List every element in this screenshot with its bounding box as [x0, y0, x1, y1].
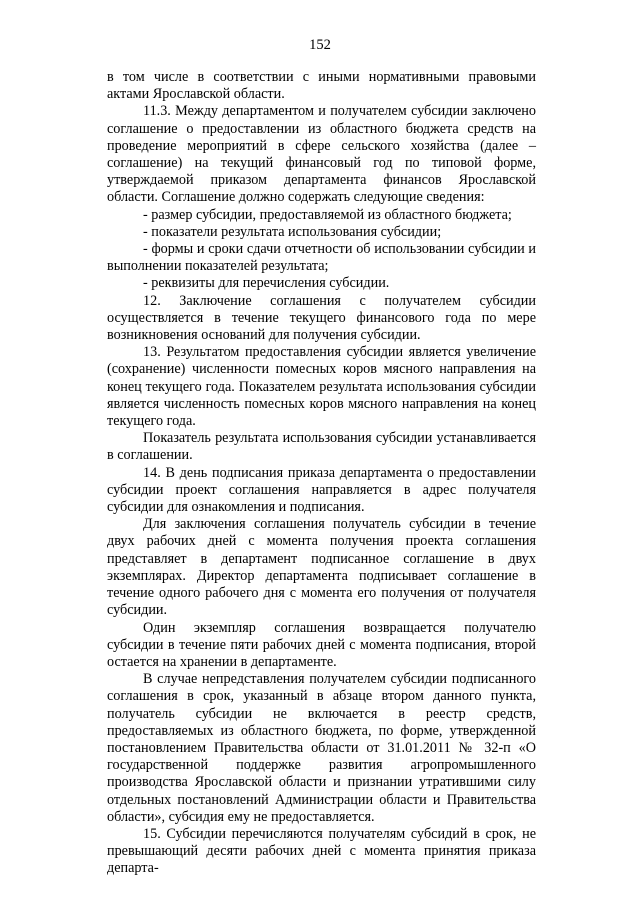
- paragraph-14: 14. В день подписания приказа департамента о предоставлении субсидии проект соглашения направляется в адрес получателя субсидии для ознакомления и подписания.: [107, 464, 536, 516]
- paragraph-13-indicator: Показатель результата использования субсидии устанавливается в соглашении.: [107, 430, 536, 464]
- paragraph-13: 13. Результатом предоставления субсидии является увеличение (сохранение) численности помесных коров мясного направления на конец текущего года. Показателем результата использования субсидии является численность помесных коров мясного направления на конец текущего года.: [107, 344, 536, 430]
- paragraph-15: 15. Субсидии перечисляются получателям субсидий в срок, не превышающий десяти рабочих дней с момента принятия приказа департа-: [107, 825, 536, 877]
- list-item-subsidy-amount: - размер субсидии, предоставляемой из областного бюджета;: [143, 206, 512, 223]
- paragraph-14-nonsubmission: В случае непредставления получателем субсидии подписанного соглашения в срок, указанный в абзаце втором данного пункта, получатель субсидии не включается в реестр средств, предоставляемых из областного бюджета, по форме, утвержденной постановлением Правительства области от 31.01.2011 № 32-п «О государственной поддержке развития агропромышленного производства Ярославской области и признании утратившими силу отдельных постановлений Администрации области и Правительства области», субсидия ему не предоставляется.: [107, 671, 536, 825]
- paragraph-14-copy-return: Один экземпляр соглашения возвращается получателю субсидии в течение пяти рабочих дней с момента подписания, второй остается на хранении в департаменте.: [107, 619, 536, 670]
- list-item-reporting-forms: - формы и сроки сдачи отчетности об использовании субсидии и выполнении показателей результата;: [107, 241, 536, 275]
- document-body: [107, 69, 536, 878]
- paragraph-12: 12. Заключение соглашения с получателем субсидии осуществляется в течение текущего финансового года по мере возникновения оснований для получения субсидии.: [107, 292, 536, 344]
- page-number: 152: [309, 37, 331, 53]
- list-item-payment-details: - реквизиты для перечисления субсидии.: [143, 275, 390, 292]
- list-item-result-indicators: - показатели результата использования субсидии;: [143, 223, 442, 240]
- paragraph-continuation: в том числе в соответствии с иными нормативными правовыми актами Ярославской области.: [107, 69, 536, 103]
- paragraph-11-3: 11.3. Между департаментом и получателем субсидии заключено соглашение о предоставлении из областного бюджета средств на проведение мероприятий в сфере сельского хозяйства (далее – соглашение) на текущий финансовый год по типовой форме, утверждаемой приказом департамента финансов Ярославской области. Соглашение должно содержать следующие сведения:: [107, 103, 536, 206]
- paragraph-14-conclusion: Для заключения соглашения получатель субсидии в течение двух рабочих дней с момента получения проекта соглашения представляет в департамент подписанное соглашение в двух экземплярах. Директор департамента подписывает соглашение в течение одного рабочего дня с момента его получения от получателя субсидии.: [107, 516, 536, 619]
